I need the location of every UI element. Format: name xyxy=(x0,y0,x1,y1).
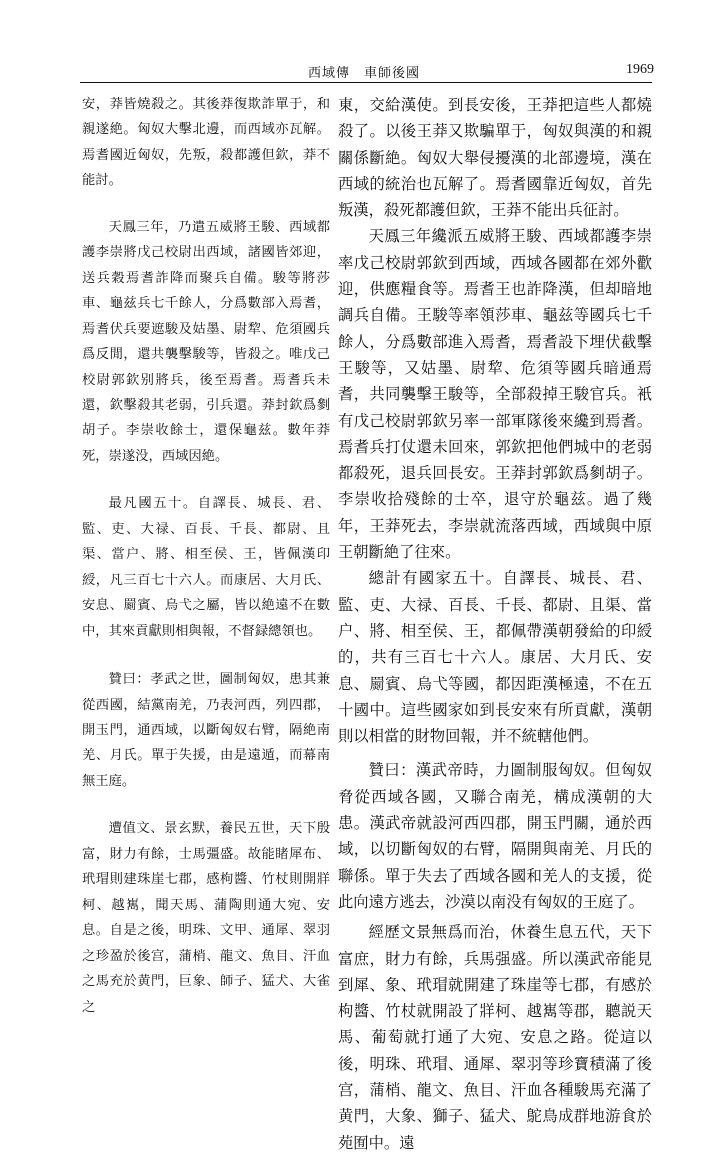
translation-column xyxy=(338,92,652,1156)
classical-paragraph: 最凡國五十。自譯長、城長、君、監、吏、大禄、百長、千長、都尉、且渠、當户、將、相至侯、王，皆佩漢印綬，凡三百七十六人。而康居、大月氏、安息、罽賓、烏弋之屬，皆以絶遠不在數中，其來貢獻則相與報，不督録總領也。 xyxy=(82,496,330,639)
translation-paragraph: 贊曰：漢武帝時，力圖制服匈奴。但匈奴脅從西域各國，又聯合南羌，構成漢朝的大患。漢武帝就設河西四郡，開玉門關，通於西域，以切斷匈奴的右臂，隔開與南羌、月氏的聯係。單于失去了西域各國和羌人的支援，從此向遠方逃去，沙漠以南没有匈奴的王庭了。 xyxy=(338,761,652,911)
page-number: 1969 xyxy=(626,62,654,77)
running-title: 西域傳 車師後國 xyxy=(308,66,421,81)
translation-paragraph: 總計有國家五十。自譯長、城長、君、監、吏、大禄、百長、千長、都尉、且渠、當户、將、相至侯、王，都佩帶漢朝發給的印綬的，共有三百七十六人。康居、大月氏、安息、罽賓、烏弋等國，都因距漢極遠，不在五十國中。這些國家如到長安來有所貢獻，漢朝則以相當的財物回報，并不統轄他們。 xyxy=(338,569,652,746)
translation-paragraph: 經歷文景無爲而治，休養生息五代，天下富庶，財力有餘，兵馬强盛。所以漢武帝能見到犀、象、玳瑁就開建了珠崖等七郡，有感於枸醬、竹杖就開設了牂柯、越嶲等郡，聽説天馬、葡萄就打通了大宛、安息之路。從這以後，明珠、玳瑁、通犀、翠羽等珍寶積滿了後宫，蒲梢、龍文、魚目、汗血各種駿馬充滿了黄門，大象、獅子、猛犬、鴕鳥成群地游食於苑囿中。遠 xyxy=(338,923,652,1152)
translation-paragraph: 東，交給漢使。到長安後，王莽把這些人都燒殺了。以後王莽又欺騙單于，匈奴與漢的和親關係斷絶。匈奴大舉侵擾漢的北部邊境，漢在西域的統治也瓦解了。焉耆國靠近匈奴，首先叛漢，殺死都護但欽，王莽不能出兵征討。 xyxy=(338,96,652,220)
header-rule xyxy=(80,82,652,83)
translation-paragraph: 天鳳三年纔派五威將王駿、西域都護李崇率戊己校尉郭欽到西域，西域各國都在郊外歡迎，供應糧食等。焉耆王也詐降漢，但却暗地調兵自備。王駿等率領莎車、龜兹等國兵七千餘人，分爲數部進入焉耆，焉耆設下埋伏截擊王駿等，又姑墨、尉犂、危須等國兵暗通焉耆，共同襲擊王駿等，全部殺掉王駿官兵。衹有戊己校尉郭欽另率一部軍隊後來纔到焉耆。焉耆兵打仗還未回來，郭欽把他們城中的老弱都殺死，退兵回長安。王莽封郭欽爲剼胡子。李崇收拾殘餘的士卒，退守於龜兹。過了幾年，王莽死去，李崇就流落西域，西域與中原王朝斷絶了往來。 xyxy=(338,227,652,562)
classical-text-column xyxy=(82,92,330,1020)
classical-paragraph: 天鳳三年，乃遣五威將王駿、西域都護李崇將戊己校尉出西域，諸國皆郊迎，送兵穀焉耆詐降而聚兵自備。駿等將莎車、龜兹兵七千餘人，分爲數部入焉耆，焉耆伏兵要遮駿及姑墨、尉犂、危須國兵爲反閒，還共襲擊駿等，皆殺之。唯戊己校尉郭欽别將兵，後至焉耆。焉耆兵未還，欽擊殺其老弱，引兵還。莽封欽爲剼胡子。李崇收餘士，還保龜兹。數年莽死，崇遂没，西域因絶。 xyxy=(82,219,330,464)
classical-paragraph: 安，莽皆燒殺之。其後莽復欺詐單于，和親遂絶。匈奴大擊北邊，而西域亦瓦解。焉耆國近匈奴，先叛，殺都護但欽，莽不能討。 xyxy=(82,97,330,189)
page-header xyxy=(0,0,716,84)
classical-paragraph: 遭值文、景玄默，養民五世，天下殷富，財力有餘，士馬彊盛。故能睹犀布、玳瑁則建珠崖七郡，感枸醬、竹杖則開牂柯、越嶲，聞天馬、蒲陶則通大宛、安息。自是之後，明珠、文甲、通犀、翠羽之珍盈於後宫，蒲梢、龍文、魚目、汗血之馬充於黄門，巨象、師子、猛犬、大雀之 xyxy=(82,821,330,1015)
classical-paragraph: 贊曰：孝武之世，圖制匈奴，患其兼從西國，結黨南羌，乃表河西，列四郡，開玉門，通西域，以斷匈奴右臂，隔絶南羌、月氏。單于失援，由是遠遁，而幕南無王庭。 xyxy=(82,672,330,789)
